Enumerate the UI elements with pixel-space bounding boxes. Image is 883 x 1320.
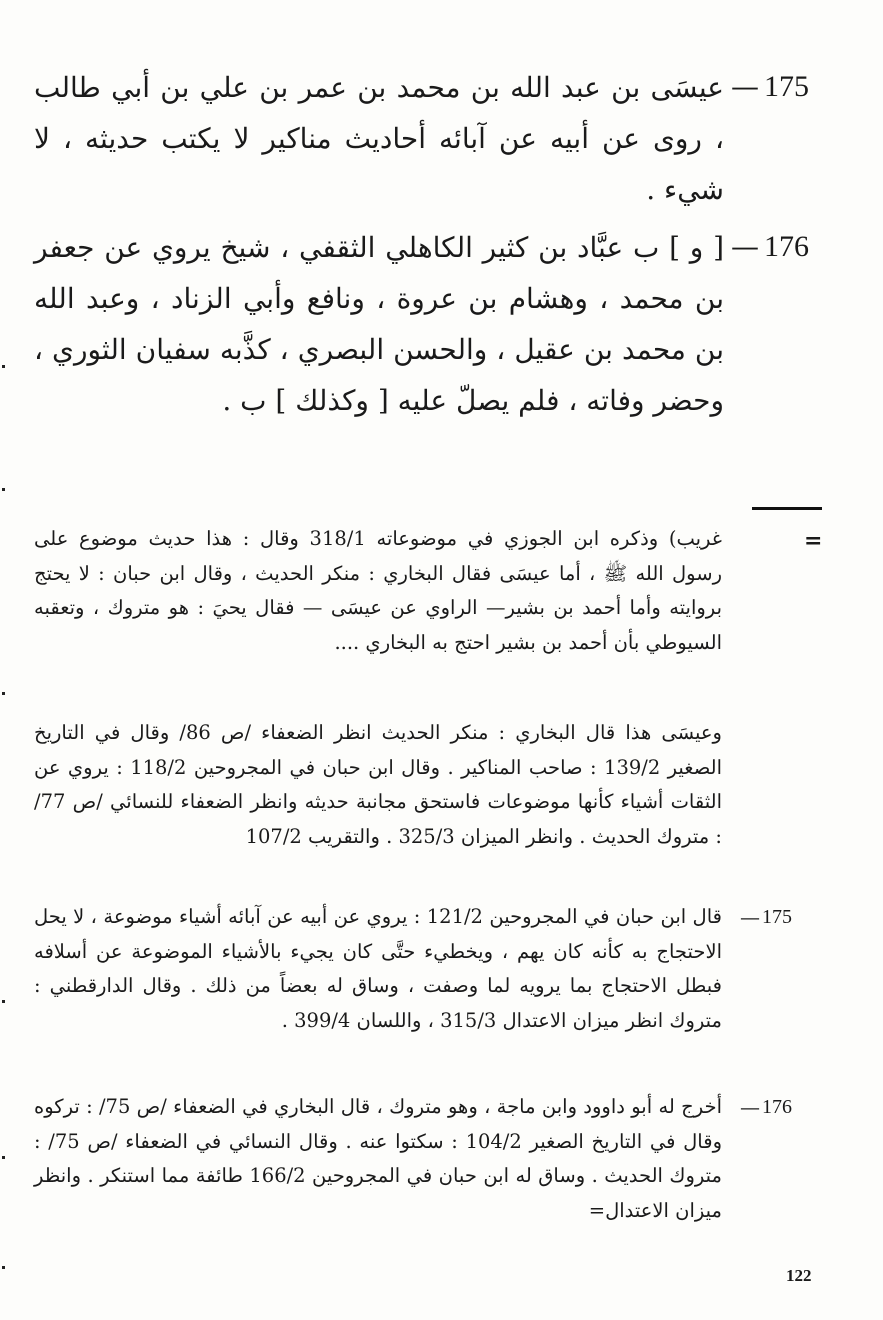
main-entry-176: [0, 222, 824, 482]
footnote-dash: —: [740, 1095, 760, 1119]
footnote-continuation-2: [0, 716, 822, 896]
margin-mark: [2, 1000, 5, 1003]
footnote-number: 175: [762, 906, 792, 928]
footnote-text: وعيسَى هذا قال البخاري : منكر الحديث انظر الضعفاء /ص 86/ وقال في التاريخ الصغير 139/2 : صاحب المناكير . وقال ابن حبان في المجروحين 118/2 : يروي عن الثقات أشياء كأنها موضوعات فاستحق مجانبة حديثه وانظر الضعفاء للنسائي /ص 77/ : متروك الحديث . وانظر الميزان 325/3 . والتقريب 107/2: [34, 721, 722, 848]
footnote-175: [0, 900, 822, 1090]
margin-mark: [2, 365, 5, 368]
footnote-176: [0, 1090, 822, 1240]
entry-number: 175: [764, 70, 809, 103]
page-number: 122: [786, 1266, 812, 1285]
footnote-text: أخرج له أبو داوود وابن ماجة ، وهو متروك ، قال البخاري في الضعفاء /ص 75/ : تركوه وقال في التاريخ الصغير 104/2 : سكتوا عنه . وقال النسائي في الضعفاء /ص 75/ : متروك الحديث . وساق له ابن حبان في المجروحين 166/2 طائفة مما استنكر . وانظر ميزان الاعتدال=: [34, 1095, 722, 1222]
entry-number: 176: [764, 230, 809, 263]
footnote-continuation-mark: =: [804, 528, 823, 554]
entry-text: عيسَى بن عبد الله بن محمد بن عمر بن علي بن أبي طالب ، روى عن أبيه عن آبائه أحاديث مناكير لا يكتب حديثه ، لا شيء .: [34, 71, 724, 206]
main-entry-175: [0, 62, 824, 222]
footnote-continuation: [0, 522, 822, 702]
footnote-text: غريب) وذكره ابن الجوزي في موضوعاته 318/1 وقال : هذا حديث موضوع على رسول الله ﷺ ، أما عيسَى فقال البخاري : منكر الحديث ، وقال ابن حبان : لا يحتج بروايته وأما أحمد بن بشير— الراوي عن عيسَى — فقال يحيَ : هو متروك ، وتعقبه السيوطي بأن أحمد بن بشير احتج به البخاري ....: [34, 527, 723, 654]
footnote-number: 176: [762, 1096, 792, 1118]
margin-mark: [2, 1156, 5, 1159]
margin-mark: [2, 488, 5, 491]
footnote-separator: [752, 507, 822, 510]
entry-dash: —: [731, 70, 759, 103]
margin-mark: [2, 1266, 5, 1269]
footnote-dash: —: [740, 905, 760, 929]
entry-dash: —: [731, 230, 759, 263]
margin-mark: [2, 692, 5, 695]
footnote-text: قال ابن حبان في المجروحين 121/2 : يروي عن أبيه عن آبائه أشياء موضوعة ، لا يحل الاحتجاج به كأنه كان يهم ، ويخطيء حتَّى كان يجيء بالأشياء الموضوعة عن أسلافه فبطل الاحتجاج بما يرويه لما وصفت ، وساق له بعضاً من ذلك . وقال الدارقطني : متروك انظر ميزان الاعتدال 315/3 ، واللسان 399/4 .: [34, 905, 722, 1032]
entry-text: [ و ] ب عبَّاد بن كثير الكاهلي الثقفي ، شيخ يروي عن جعفر بن محمد ، وهشام بن عروة ، ونافع وأبي الزناد ، وعبد الله بن محمد بن عقيل ، والحسن البصري ، كذَّبه سفيان الثوري ، وحضر وفاته ، فلم يصلّ عليه [ وكذلك ] ب .: [34, 231, 724, 417]
